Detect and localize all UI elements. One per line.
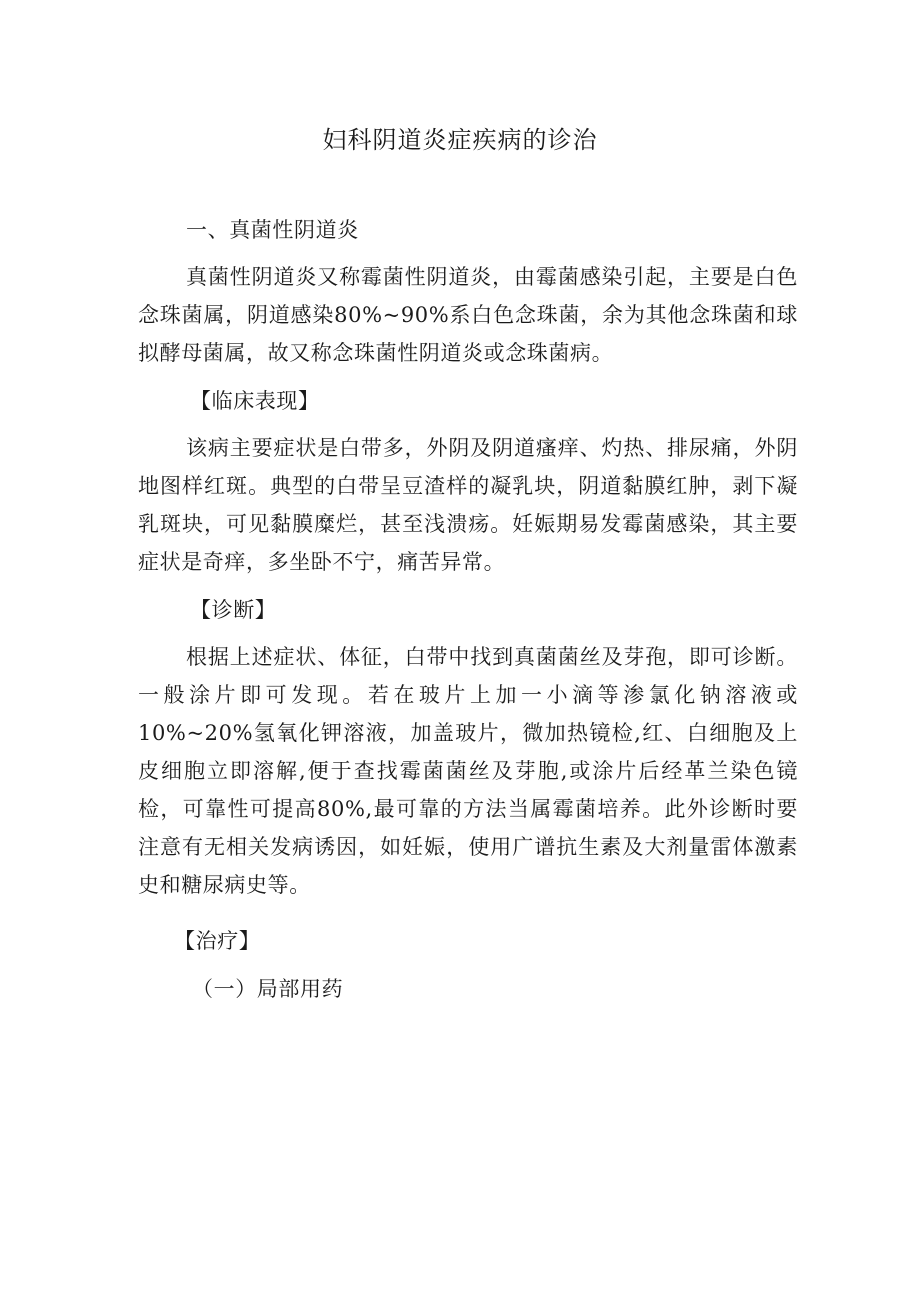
clinical-heading: 【临床表现】 bbox=[190, 389, 320, 413]
section-heading: 一、真菌性阴道炎 bbox=[186, 218, 359, 242]
treatment-heading: 【治疗】 bbox=[174, 929, 261, 953]
treatment-sub-heading: （一）局部用药 bbox=[192, 977, 344, 1001]
diagnosis-paragraph: 根据上述症状、体征，白带中找到真菌菌丝及芽孢，即可诊断。一般涂片即可发现。若在玻片上加一小滴等渗氯化钠溶液或10%~20%氢氧化钾溶液，加盖玻片，微加热镜检,红、白细胞及上皮细胞立即溶解,便于查找霉菌菌丝及芽胞,或涂片后经革兰染色镜检，可靠性可提高80%,最可靠的方法当属霉菌培养。此外诊断时要注意有无相关发病诱因，如妊娠，使用广谱抗生素及大剂量雷体激素史和糖尿病史等。 bbox=[138, 645, 798, 897]
document-title: 妇科阴道炎症疾病的诊治 bbox=[322, 126, 598, 154]
document-body bbox=[138, 211, 798, 1008]
intro-paragraph: 真菌性阴道炎又称霉菌性阴道炎，由霉菌感染引起，主要是白色念珠菌属，阴道感染80%~90%系白色念珠菌，余为其他念珠菌和球拟酵母菌属，故又称念珠菌性阴道炎或念珠菌病。 bbox=[138, 265, 798, 365]
diagnosis-heading: 【诊断】 bbox=[190, 598, 277, 622]
clinical-paragraph: 该病主要症状是白带多，外阴及阴道瘙痒、灼热、排尿痛，外阴地图样红斑。典型的白带呈豆渣样的凝乳块，阴道黏膜红肿，剥下凝乳斑块，可见黏膜糜烂，甚至浅溃疡。妊娠期易发霉菌感染，其主要症状是奇痒，多坐卧不宁，痛苦异常。 bbox=[138, 436, 798, 574]
